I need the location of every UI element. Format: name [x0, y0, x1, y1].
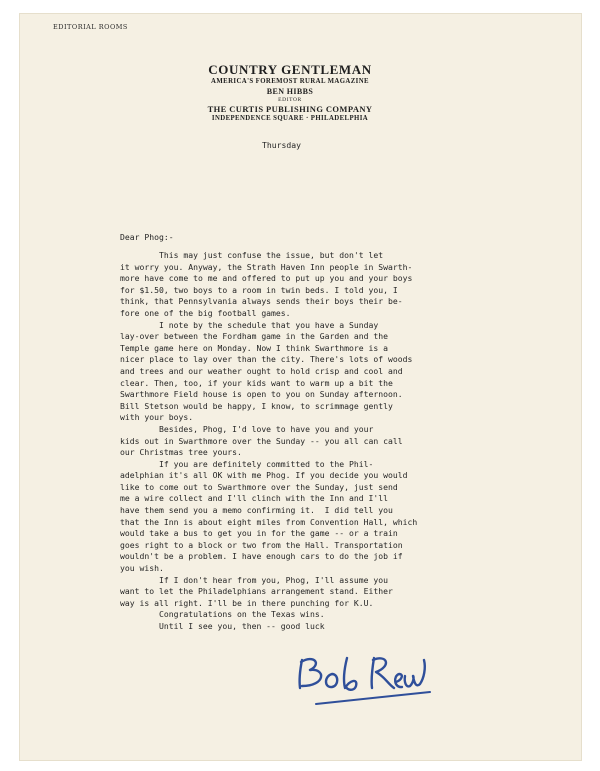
magazine-title: COUNTRY GENTLEMAN: [208, 62, 372, 77]
signature: [292, 646, 442, 708]
editorial-rooms-label: EDITORIAL ROOMS: [53, 23, 128, 31]
letter-line: adelphian it's all OK with me Phog. If you decide you would: [120, 470, 408, 481]
letter-line: our Christmas tree yours.: [120, 447, 242, 458]
letter-line: wouldn't be a problem. I have enough cars to do the job if: [120, 551, 403, 562]
letter-line: for $1.50, two boys to a room in twin beds. I told you, I: [120, 284, 398, 295]
editor-title: EDITOR: [278, 97, 302, 103]
letter-line: goes right to a block or two from the Hall. Transportation: [120, 539, 403, 550]
letter-line: lay-over between the Fordham game in the Garden and the: [120, 331, 389, 342]
letter-line: Swarthmore Field house is open to you on Sunday afternoon.: [120, 389, 403, 400]
letter-line: and trees and our weather ought to hold crisp and cool and: [120, 365, 403, 376]
letter-line: like to come out to Swarthmore over the Sunday, just send: [120, 481, 398, 492]
letter-line: If you are definitely committed to the Phil-: [120, 458, 374, 469]
letter-line: want to let the Philadelphians arrangement stand. Either: [120, 586, 393, 597]
letter-line: it worry you. Anyway, the Strath Haven Inn people in Swarth-: [120, 261, 413, 272]
letter-body: [120, 250, 417, 633]
letter-line: Temple game here on Monday. Now I think Swarthmore is a: [120, 342, 389, 353]
letter-line: fore one of the big football games.: [120, 307, 291, 318]
letter-line: that the Inn is about eight miles from Convention Hall, which: [120, 516, 418, 527]
editor-name: BEN HIBBS: [266, 87, 314, 96]
publisher-name: THE CURTIS PUBLISHING COMPANY: [207, 104, 373, 114]
letterhead: [160, 63, 420, 123]
letter-line: think, that Pennsylvania always sends their boys their be-: [120, 296, 403, 307]
letter-line: you wish.: [120, 563, 164, 574]
letter-line: me a wire collect and I'll clinch with the Inn and I'll: [120, 493, 389, 504]
letter-line: Congratulations on the Texas wins.: [120, 609, 325, 620]
letter-line: Until I see you, then -- good luck: [120, 621, 325, 631]
letter-line: clear. Then, too, if your kids want to warm up a bit the: [120, 377, 393, 388]
magazine-tagline: AMERICA'S FOREMOST RURAL MAGAZINE: [211, 78, 369, 85]
letter-line: This may just confuse the issue, but don't let: [120, 250, 384, 260]
letter-line: have them send you a memo confirming it. I did tell you: [120, 505, 393, 516]
letter-line: way is all right. I'll be in there punching for K.U.: [120, 597, 374, 608]
letter-line: If I don't hear from you, Phog, I'll assume you: [120, 574, 389, 585]
letter-line: nicer place to lay over than the city. There's lots of woods: [120, 354, 413, 365]
salutation: Dear Phog:-: [120, 232, 174, 242]
letter-line: Besides, Phog, I'd love to have you and your: [120, 423, 374, 434]
publisher-address: INDEPENDENCE SQUARE · PHILADELPHIA: [211, 115, 369, 122]
letter-date: Thursday: [262, 140, 301, 150]
letter-line: kids out in Swarthmore over the Sunday -- you all can call: [120, 435, 403, 446]
letter-line: I note by the schedule that you have a Sunday: [120, 319, 379, 330]
letter-line: more have come to me and offered to put up you and your boys: [120, 273, 413, 284]
letter-line: with your boys.: [120, 412, 194, 423]
letter-line: would take a bus to get you in for the game -- or a train: [120, 528, 398, 539]
letter-line: Bill Stetson would be happy, I know, to scrimmage gently: [120, 400, 393, 411]
